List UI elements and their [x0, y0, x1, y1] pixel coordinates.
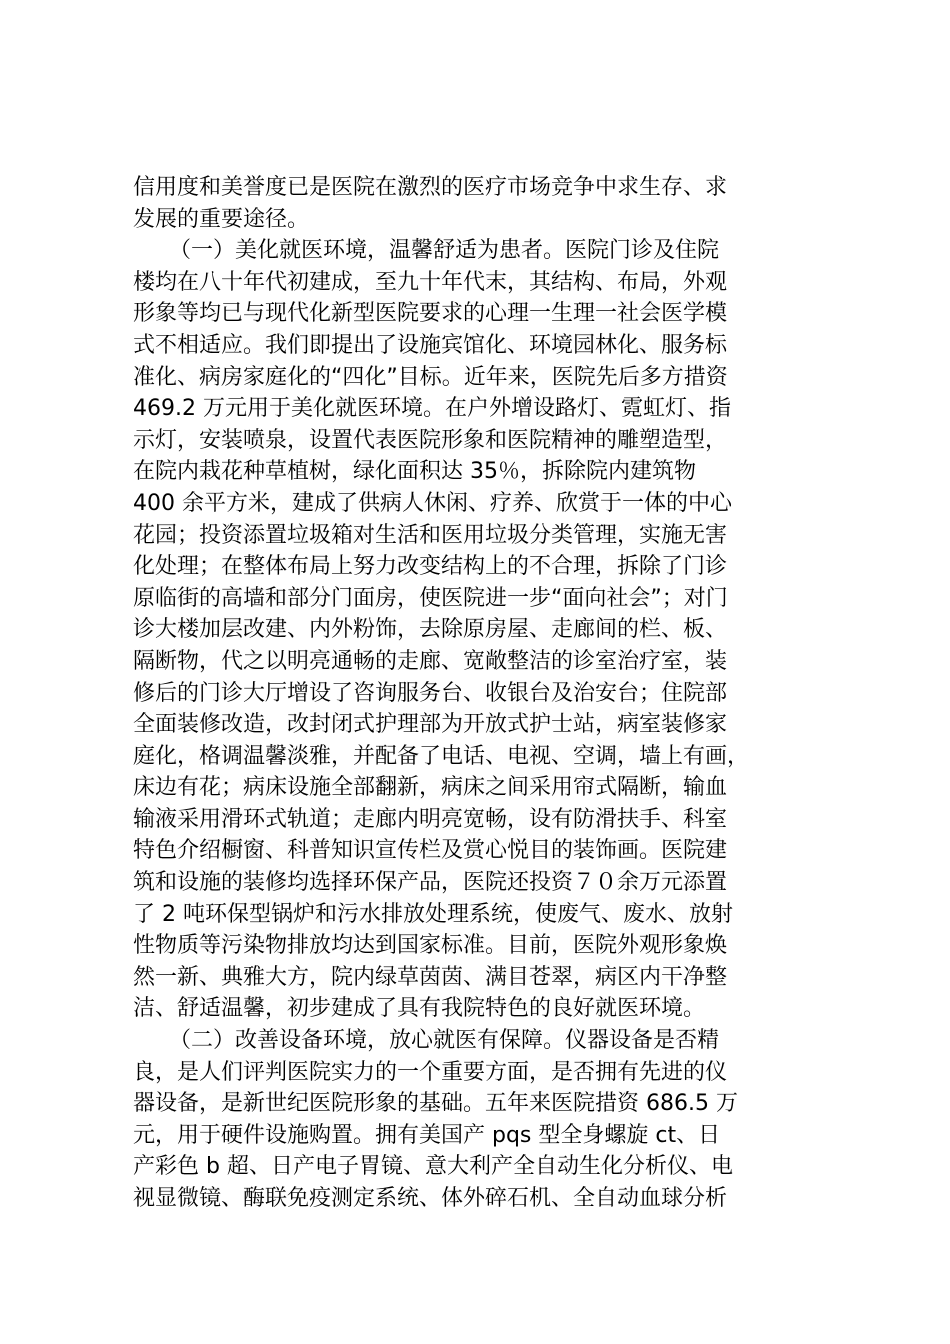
- text-line: 洁、舒适温馨，初步建成了具有我院特色的良好就医环境。: [133, 996, 706, 1022]
- text-line: 式不相适应。我们即提出了设施宾馆化、环境园林化、服务标: [133, 332, 728, 358]
- text-line: 器设备，是新世纪医院形象的基础。五年来医院措资 686.5 万: [133, 1091, 738, 1117]
- section-heading-line: （一）美化就医环境，温馨舒适为患者。医院门诊及住院: [169, 238, 720, 264]
- text-line: 全面装修改造，改封闭式护理部为开放式护士站，病室装修家: [133, 712, 728, 738]
- text-line: 筑和设施的装修均选择环保产品，医院还投资７０余万元添置: [133, 870, 728, 896]
- text-line: 庭化，格调温馨淡雅，并配备了电话、电视、空调，墙上有画，: [133, 743, 750, 769]
- text-line: 在院内栽花种草植树，绿化面积达 35％，拆除院内建筑物: [133, 459, 696, 485]
- text-line: 发展的重要途径。: [133, 206, 310, 232]
- text-line: 400 余平方米，建成了供病人休闲、疗养、欣赏于一体的中心: [133, 490, 732, 516]
- text-line: 化处理；在整体布局上努力改变结构上的不合理，拆除了门诊: [133, 554, 728, 580]
- text-line: 修后的门诊大厅增设了咨询服务台、收银台及治安台；住院部: [133, 680, 728, 706]
- text-line: 床边有花；病床设施全部翻新，病床之间采用帘式隔断，输血: [133, 775, 728, 801]
- text-line: 准化、病房家庭化的“四化”目标。近年来，医院先后多方措资: [133, 364, 728, 390]
- text-line: 元，用于硬件设施购置。拥有美国产 pqs 型全身螺旋 ct、日: [133, 1122, 721, 1148]
- text-line: 良，是人们评判医院实力的一个重要方面，是否拥有先进的仪: [133, 1059, 728, 1085]
- text-line: 特色介绍橱窗、科普知识宣传栏及赏心悦目的装饰画。医院建: [133, 838, 728, 864]
- text-line: 示灯，安装喷泉，设置代表医院形象和医院精神的雕塑造型，: [133, 427, 728, 453]
- text-line: 信用度和美誉度已是医院在激烈的医疗市场竞争中求生存、求: [133, 175, 728, 200]
- text-line: 产彩色 b 超、日产电子胃镜、意大利产全自动生化分析仪、电: [133, 1154, 733, 1180]
- section-heading-line: （二）改善设备环境，放心就医有保障。仪器设备是否精: [169, 1028, 720, 1054]
- text-line: 了 2 吨环保型锅炉和污水排放处理系统，使废气、废水、放射: [133, 901, 733, 927]
- text-line: 然一新、典雅大方，院内绿草茵茵、满目苍翠，病区内干净整: [133, 964, 728, 990]
- text-line: 楼均在八十年代初建成，至九十年代末，其结构、布局，外观: [133, 269, 728, 295]
- body-text: [133, 172, 853, 1215]
- text-line: 原临街的高墙和部分门面房，使医院进一步“面向社会”；对门: [133, 585, 728, 611]
- text-line: 隔断物，代之以明亮通畅的走廊、宽敞整洁的诊室治疗室，装: [133, 648, 728, 674]
- text-line: 输液采用滑环式轨道；走廊内明亮宽畅，设有防滑扶手、科室: [133, 806, 728, 832]
- text-line: 花园；投资添置垃圾箱对生活和医用垃圾分类管理，实施无害: [133, 522, 728, 548]
- text-line: 形象等均已与现代化新型医院要求的心理一生理一社会医学模: [133, 301, 728, 327]
- text-line: 469.2 万元用于美化就医环境。在户外增设路灯、霓虹灯、指: [133, 396, 731, 422]
- text-line: 诊大楼加层改建、内外粉饰，去除原房屋、走廊间的栏、板、: [133, 617, 728, 643]
- text-line: 视显微镜、酶联免疫测定系统、体外碎石机、全自动血球分析: [133, 1186, 728, 1211]
- text-line: 性物质等污染物排放均达到国家标准。目前，医院外观形象焕: [133, 933, 728, 959]
